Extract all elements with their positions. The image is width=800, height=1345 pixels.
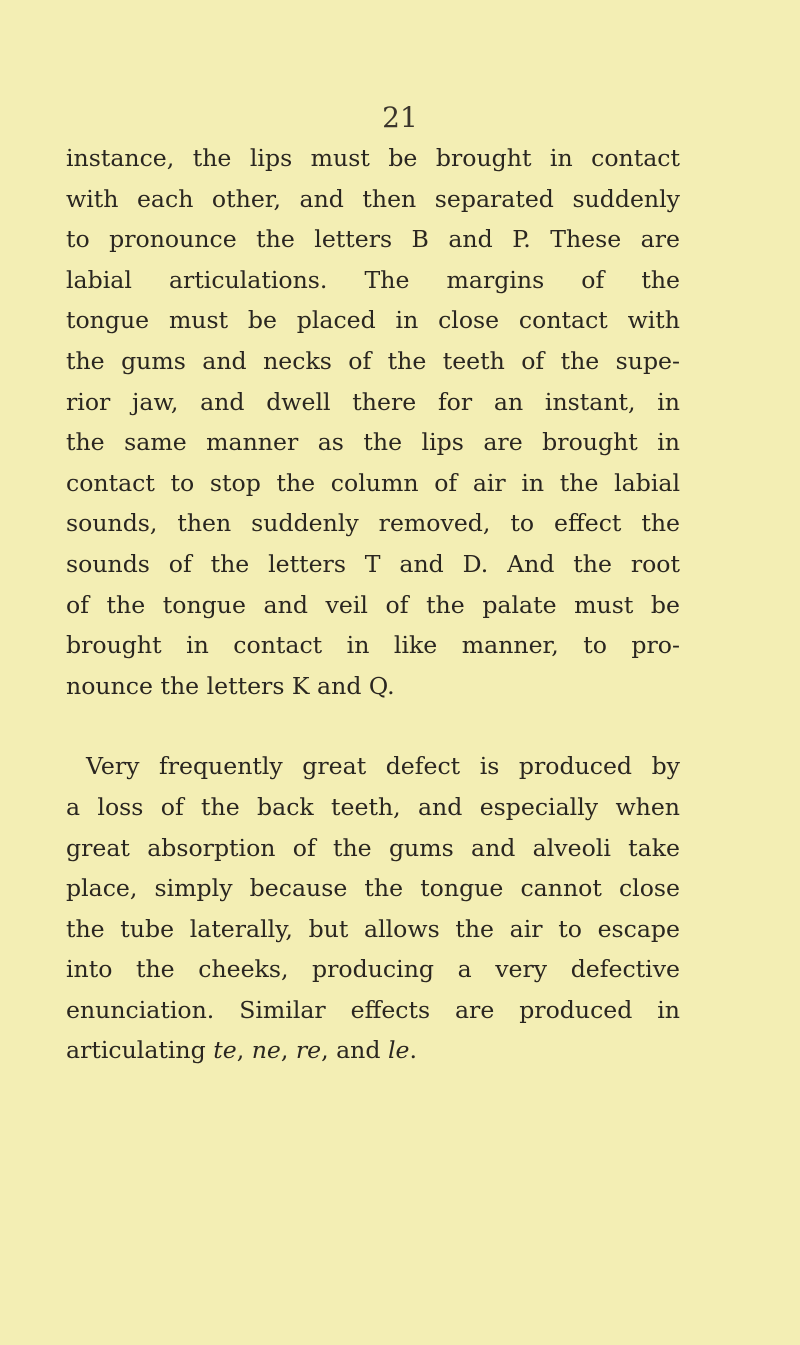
- text-line: into the cheeks, producing a very defective: [66, 955, 680, 984]
- text-line: place, simply because the tongue cannot close: [66, 874, 680, 903]
- text-line: nounce the letters K and Q.: [66, 671, 395, 700]
- text-line: Very frequently great defect is produced by: [86, 752, 680, 781]
- text-line: of the tongue and veil of the palate must be: [66, 590, 680, 619]
- text-line: rior jaw, and dwell there for an instant, in: [66, 387, 680, 416]
- text-line: the gums and necks of the teeth of the supe-: [66, 346, 680, 375]
- text-run: ,: [236, 1036, 252, 1065]
- text-run: .: [409, 1036, 417, 1065]
- text-line: to pronounce the letters B and P. These are: [66, 225, 680, 254]
- text-line: the same manner as the lips are brought in: [66, 428, 680, 457]
- paragraph-gap: [66, 706, 680, 746]
- text-line: [66, 1030, 680, 1071]
- text-run: articulating: [66, 1036, 214, 1065]
- text-line: labial articulations. The margins of the: [66, 265, 680, 294]
- italic-syllable: le: [387, 1036, 410, 1065]
- text-line: brought in contact in like manner, to pro-: [66, 631, 680, 660]
- paragraph: [66, 746, 680, 1071]
- text-run: , and: [321, 1036, 388, 1065]
- text-line: a loss of the back teeth, and especially when: [66, 792, 680, 821]
- italic-syllable: te: [213, 1036, 237, 1065]
- paragraph: [66, 138, 680, 706]
- text-line: instance, the lips must be brought in contact: [66, 144, 680, 172]
- body-text: [66, 138, 680, 1071]
- text-line: contact to stop the column of air in the labial: [66, 468, 680, 497]
- text-line: great absorption of the gums and alveoli take: [66, 833, 680, 862]
- text-line: sounds, then suddenly removed, to effect the: [66, 509, 680, 538]
- text-line: with each other, and then separated suddenly: [66, 184, 680, 213]
- text-run: ,: [280, 1036, 296, 1065]
- text-line: the tube laterally, but allows the air to escape: [66, 914, 680, 943]
- text-line: sounds of the letters T and D. And the root: [66, 549, 680, 578]
- text-line: enunciation. Similar effects are produced in: [66, 995, 680, 1024]
- text-line: tongue must be placed in close contact with: [66, 306, 680, 335]
- page-number: 21: [382, 101, 418, 134]
- italic-syllable: re: [295, 1036, 322, 1065]
- italic-syllable: ne: [251, 1036, 281, 1065]
